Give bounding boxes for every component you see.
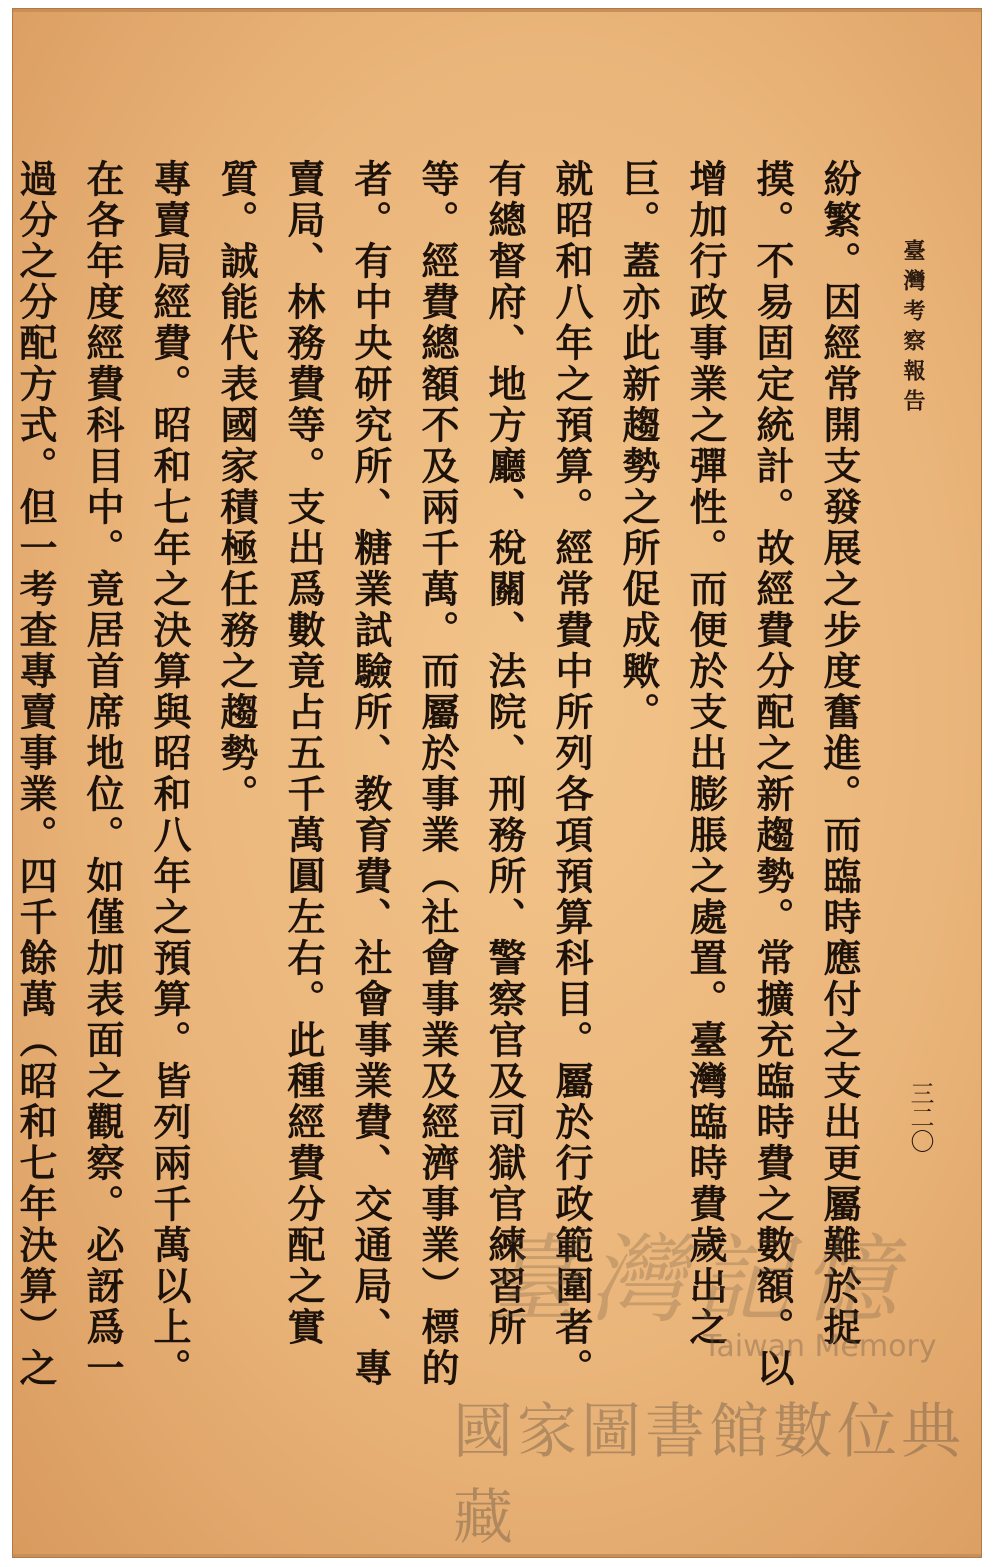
running-header: 臺灣考察報告 xyxy=(900,239,926,419)
paragraph: 紛繁。因經常開支發展之步度奮進。而臨時應付之支出更屬難於捉摸。不易固定統計。故經費分配之新趨勢。常擴充臨時費之數額。以增加行政事業之彈性。而便於支出膨脹之處置。臺灣臨時費歲出之巨。蓋亦此新趨勢之所促成歟。 xyxy=(616,159,862,1389)
document-page xyxy=(12,8,982,1558)
watermark-english: Taiwan Memory xyxy=(703,1329,937,1364)
watermark-logo: 臺灣記憶 xyxy=(483,1224,907,1336)
paragraph: 就昭和八年之預算。經常費中所列各項預算科目。屬於行政範圍者。有總督府、地方廳、稅關、法院、刑務所、警察官及司獄官練習所等。經費總額不及兩千萬。而屬於事業（社會事業及經濟事業）標的者。有中央研究所、糖業試驗所、教育費、社會事業費、交通局、專賣局、林務費等。支出爲數竟占五千萬圓左右。此種經費分配之實質。誠能代表國家積極任務之趨勢。 xyxy=(214,159,594,1389)
page-edge-top xyxy=(13,9,981,12)
paragraph: 專賣局經費。昭和七年之決算與昭和八年之預算。皆列兩千萬以上。在各年度經費科目中。竟居首席地位。如僅加表面之觀察。必訝爲一過分之分配方式。但一考查專賣事業。四千餘萬（昭和七年決算）之 xyxy=(13,159,192,1389)
watermark-institution: 國家圖書館數位典藏 xyxy=(453,1397,965,1553)
page-number: 三二〇 xyxy=(906,1081,934,1153)
